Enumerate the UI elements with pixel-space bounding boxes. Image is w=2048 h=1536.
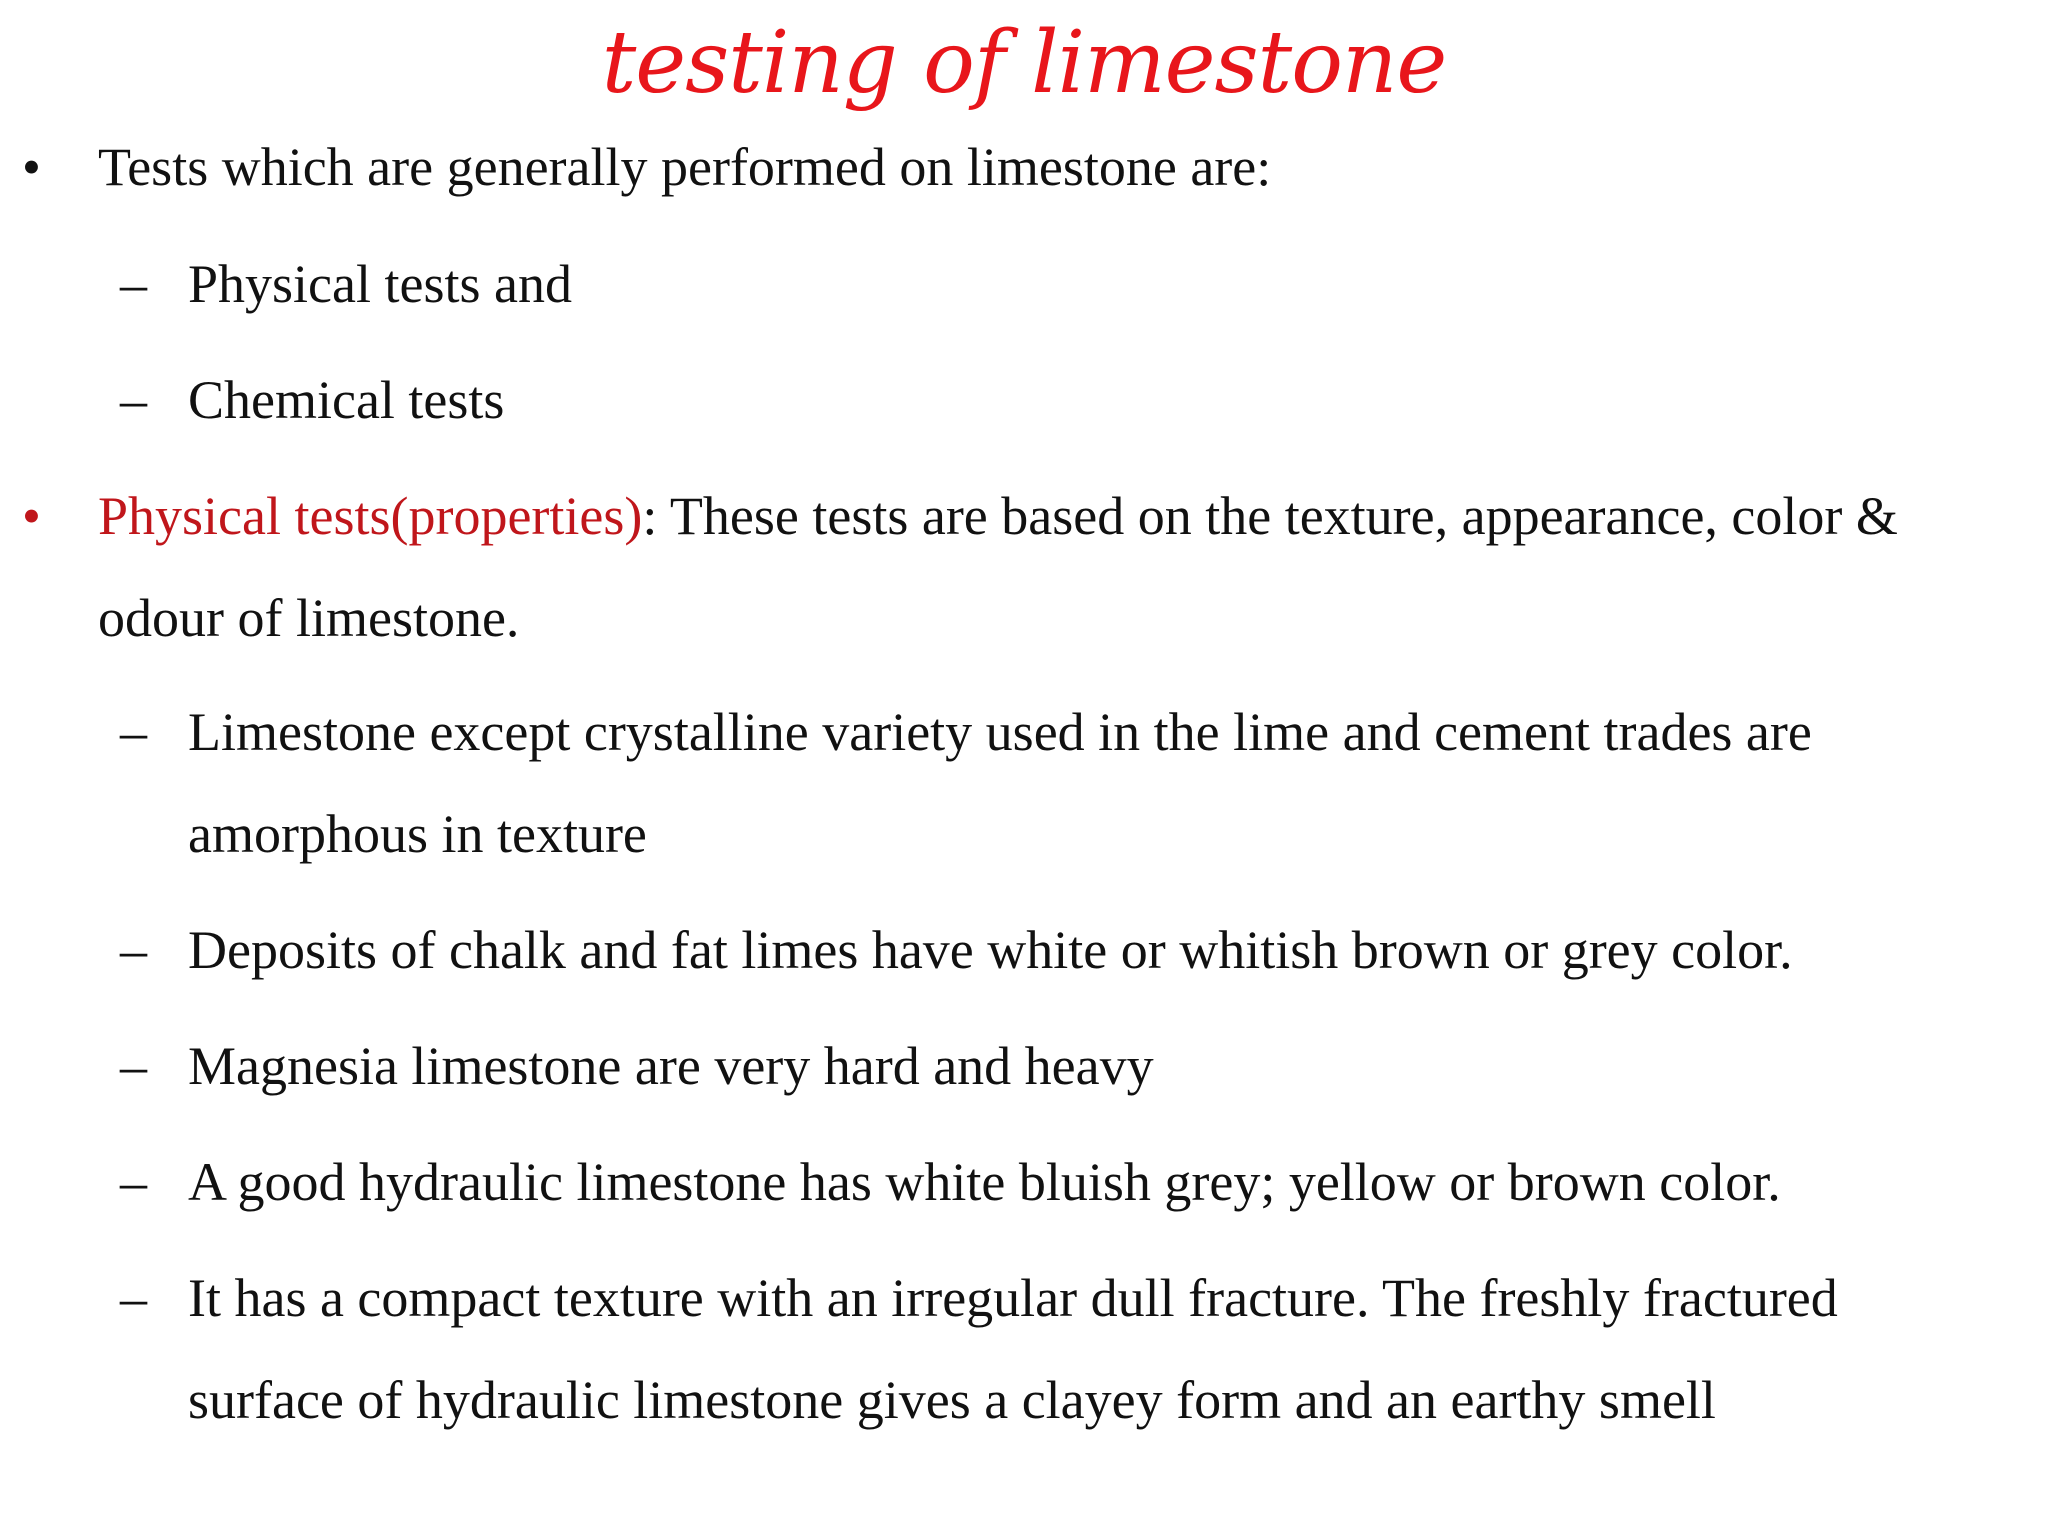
list-item: Physical tests and [188,254,572,314]
list-item [98,484,1898,548]
dash-icon: – [120,920,147,980]
dash-icon: – [120,254,147,314]
list-item: A good hydraulic limestone has white bluish grey; yellow or brown color. [188,1152,1781,1212]
list-item-continuation: amorphous in texture [188,804,647,864]
list-item: Deposits of chalk and fat limes have white or whitish brown or grey color. [188,920,1793,980]
bullet-icon: • [22,486,41,546]
list-item: Chemical tests [188,370,505,430]
slide-title: testing of limestone [601,13,1447,113]
list-item: It has a compact texture with an irregular dull fracture. The freshly fractured [188,1268,1838,1328]
list-item-text: : These tests are based on the texture, appearance, color & [642,486,1898,546]
list-item: Magnesia limestone are very hard and heavy [188,1036,1154,1096]
highlight-text: Physical tests(properties) [98,486,643,546]
dash-icon: – [120,1268,147,1328]
list-item-continuation: surface of hydraulic limestone gives a clayey form and an earthy smell [188,1370,1716,1430]
dash-icon: – [120,702,147,762]
dash-icon: – [120,370,147,430]
list-item: Limestone except crystalline variety used in the lime and cement trades are [188,702,1812,762]
dash-icon: – [120,1036,147,1096]
list-item: Tests which are generally performed on limestone are: [98,137,1272,197]
dash-icon: – [120,1152,147,1212]
list-item-continuation: odour of limestone. [98,588,520,648]
bullet-icon: • [22,137,41,197]
